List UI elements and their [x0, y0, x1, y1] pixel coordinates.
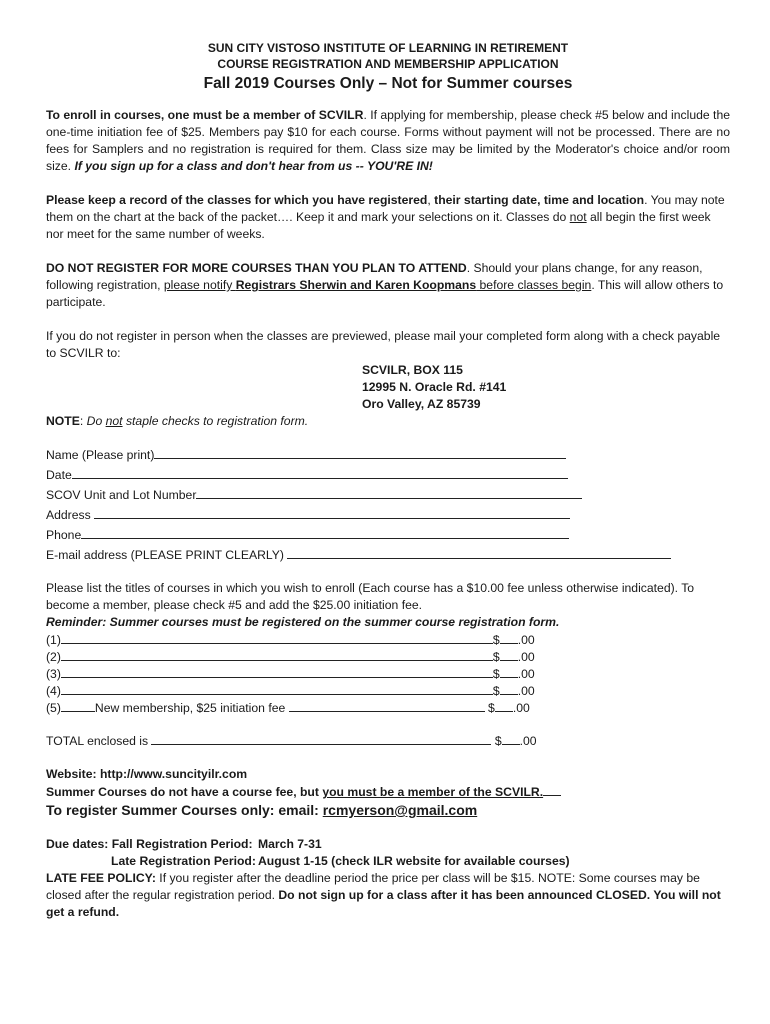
- mail-address-line-3: Oro Valley, AZ 85739: [362, 397, 481, 411]
- course-instructions: Please list the titles of courses in which you wish to enroll (Each course has a $10.00 fee unless otherwise indicated). To become a member, please check #5 and add the $25.00 initiation fee.: [46, 581, 695, 612]
- membership-row[interactable]: (5) New membership, $25 initiation fee $ .00: [46, 701, 530, 715]
- course-row-1[interactable]: (1) $ .00: [46, 633, 535, 647]
- fall-registration-period: Due dates: Fall Registration Period: March 7-31: [46, 837, 322, 851]
- course-row-4[interactable]: (4) $ .00: [46, 684, 535, 698]
- intro-paragraph: To enroll in courses, one must be a member of SCVILR. If applying for membership, please check #5 below and include the one-time initiation fee of $25. Members pay $10 for each course. Forms without payment will not be processed. There are no fees for Samplers and no registration is required for them. Class size may be limited by the Moderator's choice and/or room size. If you sign up for a class and don't hear from us -- YOU'RE IN!: [46, 108, 730, 173]
- contact-fields: [46, 446, 730, 566]
- summer-membership-line: Summer Courses do not have a course fee, but you must be a member of the SCVILR.: [46, 783, 730, 801]
- summer-register-line: To register Summer Courses only: email: rcmyerson@gmail.com: [46, 802, 478, 818]
- late-fee-policy: LATE FEE POLICY: If you register after the deadline period the price per class will be $15. NOTE: Some courses may be closed after the regular registration period. Do not sign up for a class after it has been announced CLOSED. You will not get a refund.: [46, 871, 721, 919]
- org-name: SUN CITY VISTOSO INSTITUTE OF LEARNING IN RETIREMENT: [207, 41, 569, 55]
- total-row[interactable]: TOTAL enclosed is $ .00: [46, 734, 537, 748]
- phone-field[interactable]: Phone: [46, 526, 730, 546]
- summer-reminder: Reminder: Summer courses must be registered on the summer course registration form.: [46, 615, 560, 629]
- form-subtitle: COURSE REGISTRATION AND MEMBERSHIP APPLICATION: [217, 57, 559, 71]
- course-row-3[interactable]: (3) $ .00: [46, 667, 535, 681]
- registration-form: [46, 40, 730, 921]
- website-line: Website: http://www.suncityilr.com: [46, 767, 248, 781]
- email-field[interactable]: E-mail address (PLEASE PRINT CLEARLY): [46, 546, 730, 566]
- address-field[interactable]: Address: [46, 506, 730, 526]
- page-title: Fall 2019 Courses Only – Not for Summer courses: [203, 75, 573, 92]
- name-field[interactable]: Name (Please print): [46, 446, 730, 466]
- course-list: [46, 631, 730, 716]
- course-row-2[interactable]: (2) $ .00: [46, 650, 535, 664]
- late-registration-period: Late Registration Period: August 1-15 (check ILR website for available courses): [111, 854, 570, 868]
- unit-lot-field[interactable]: SCOV Unit and Lot Number: [46, 486, 730, 506]
- staple-note: NOTE: Do not staple checks to registration form.: [46, 414, 309, 428]
- due-dates: [46, 836, 730, 870]
- warning-paragraph: DO NOT REGISTER FOR MORE COURSES THAN YOU PLAN TO ATTEND. Should your plans change, for any reason, following registration, please notify Registrars Sherwin and Karen Koopmans before classes begin. This will allow others to participate.: [46, 261, 724, 309]
- date-field[interactable]: Date: [46, 466, 730, 486]
- mail-address-line-2: 12995 N. Oracle Rd. #141: [362, 380, 507, 394]
- mail-address-line-1: SCVILR, BOX 115: [362, 363, 463, 377]
- summer-register-email[interactable]: rcmyerson@gmail.com: [322, 802, 478, 818]
- membership-checkbox[interactable]: [61, 699, 95, 712]
- mail-paragraph: If you do not register in person when the classes are previewed, please mail your completed form along with a check payable to SCVILR to:: [46, 329, 721, 360]
- records-paragraph: Please keep a record of the classes for which you have registered, their starting date, time and location. You may note them on the chart at the back of the packet…. Keep it and mark your selections on it. Classes do not all begin the first week nor meet for the same number of weeks.: [46, 193, 725, 241]
